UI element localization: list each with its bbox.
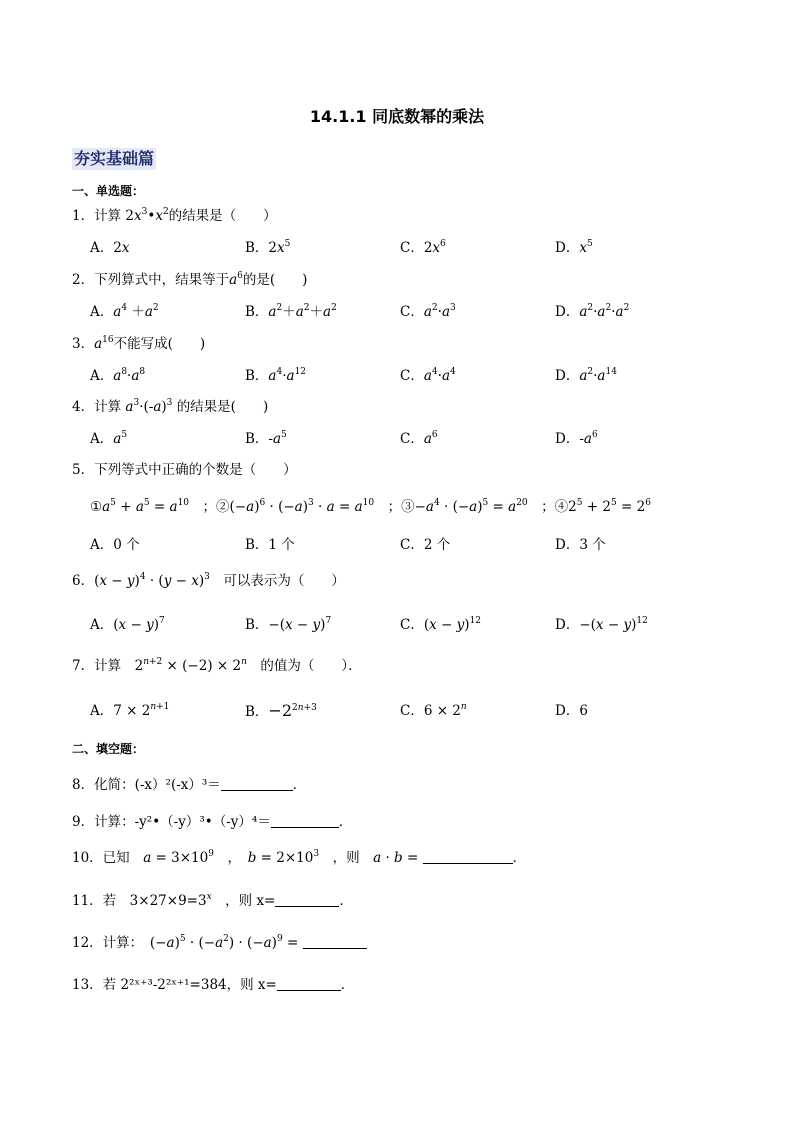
q7-option-a[interactable]: A．$7 \times 2^{n+1}$ [90,702,170,719]
q7-option-d[interactable]: D．6 [555,703,588,719]
q11-answer-blank[interactable] [275,894,339,907]
q1-option-d[interactable]: D．$x^5$ [555,239,593,256]
page-title: 14.1.1 同底数幂的乘法 [309,107,485,126]
q9-answer-blank[interactable] [271,815,339,828]
q6-option-d[interactable]: D．$-(x - y)^{12}$ [555,616,648,633]
q10-answer-blank[interactable] [423,851,513,864]
q7-option-c[interactable]: C．$6 \times 2^n$ [400,702,467,719]
question-5: 5．下列等式中正确的个数是（ ） [72,462,297,478]
heading-choice: 一、单选题： [72,184,145,198]
q6-option-b[interactable]: B．$-(x - y)^7$ [245,616,332,633]
q13-answer-blank[interactable] [277,978,341,991]
section-title: 夯实基础篇 [74,149,155,168]
q4-option-d[interactable]: D．$-a^6$ [555,430,598,447]
q3-option-a[interactable]: A．$a^8\cdot a^8$ [90,367,146,384]
q2-option-c[interactable]: C．$a^2\cdot a^3$ [400,303,456,320]
q3-option-c[interactable]: C．$a^4\cdot a^4$ [400,367,456,384]
q5-option-a[interactable]: A．0 个 [90,537,140,553]
question-11: 11．若 $3\times 27\times 9=3^x$ ，则 x= ． [72,892,353,909]
question-12: 12．计算： $(-a)^5 \cdot (-a^2) \cdot (-a)^9$ = [72,934,367,952]
q5-option-c[interactable]: C．2 个 [400,537,451,553]
q3-option-d[interactable]: D．$a^2\cdot a^{14}$ [555,367,617,384]
q2-option-b[interactable]: B．$a^2+a^2+a^2$ [245,303,337,320]
q2-option-a[interactable]: A．$a^4 +a^2$ [90,303,159,320]
question-5-statements: $①a^5 + a^5 = a^{10}$ ；$②(-a)^6 \cdot (-a)^3 \cdot a = a^{10}$ ；$③-a^4 \cdot (-a)^5 = a^{20}$ ；$④2^5 + 2^5 = 2^6$ [90,498,651,515]
q1-option-b[interactable]: B．$2x^5$ [245,239,291,256]
q8-answer-blank[interactable] [221,778,293,791]
q1-option-a[interactable]: A．2x [90,240,130,256]
question-8: 8．化简：(-x）²(-x）³＝ ． [72,777,307,793]
question-4: 4．计算 $a^3\cdot(-a)^3$ 的结果是( ) [72,398,269,415]
question-6: 6．$(x - y)^4 \cdot (y - x)^3$ 可以表示为（ ） [72,572,345,589]
question-3: 3．$a^{16}$不能写成( ) [72,335,206,352]
q6-option-a[interactable]: A．$(x - y)^7$ [90,616,165,633]
question-1: 1．计算 $2x^3•x^2$的结果是（ ） [72,207,277,224]
question-9: 9．计算：-y²•（-y）³•（-y）⁴＝ ． [72,814,353,830]
question-2: 2．下列算式中，结果等于$a^6$的是( ) [72,271,308,288]
question-10: 10．已知 $a = 3\times 10^9$ ， $b = 2\times 10^3$ ，则 a · b = ． [72,849,527,866]
q5-option-b[interactable]: B．1 个 [245,537,295,553]
q4-option-a[interactable]: A．$a^5$ [90,430,128,447]
heading-fill: 二、填空题： [72,742,145,756]
question-7: 7．计算 $2^{n+2} \times (-2) \times 2^n$ 的值为（ ）． [72,657,362,674]
q2-option-d[interactable]: D．$a^2\cdot a^2\cdot a^2$ [555,303,630,320]
q4-option-b[interactable]: B．$-a^5$ [245,430,287,447]
q1-option-c[interactable]: C．$2x^6$ [400,239,446,256]
q6-option-c[interactable]: C．$(x - y)^{12}$ [400,616,482,633]
q4-option-c[interactable]: C．$a^6$ [400,430,438,447]
q5-option-d[interactable]: D．3 个 [555,537,606,553]
q7-option-b[interactable]: B．$-2^{2n+3}$ [245,701,317,720]
q3-option-b[interactable]: B．$a^4\cdot a^{12}$ [245,367,307,384]
question-13: 13．若 2²ˣ⁺³-2²ˣ⁺¹=384，则 x= ． [72,977,355,993]
q12-answer-blank[interactable] [303,936,367,949]
